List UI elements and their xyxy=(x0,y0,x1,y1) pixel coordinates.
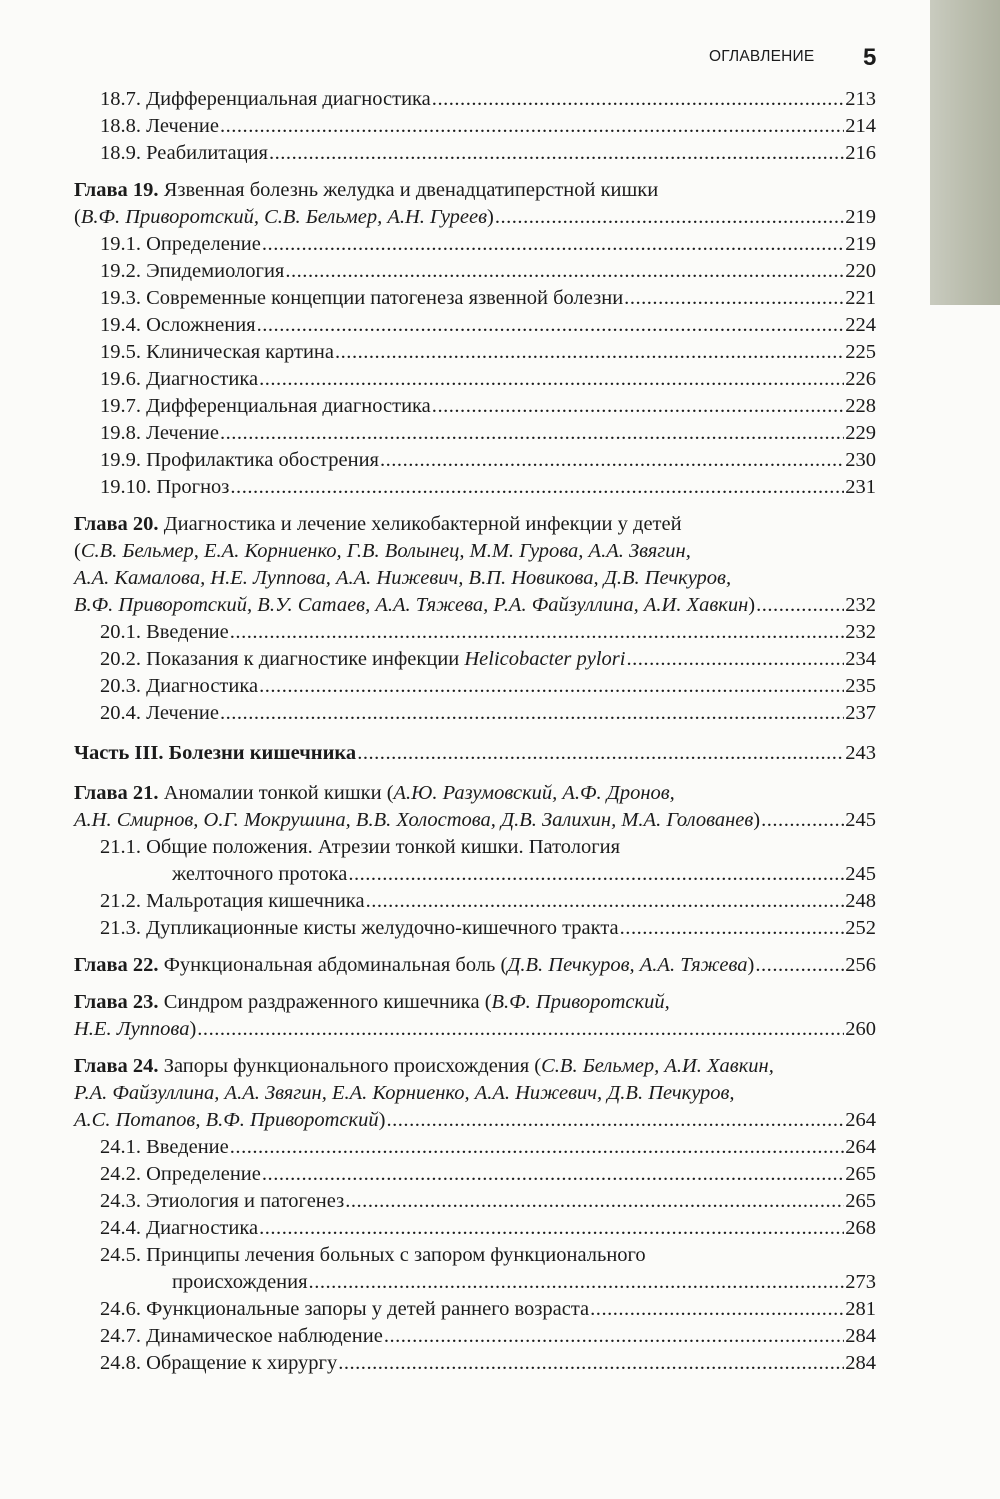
dot-leader xyxy=(755,952,844,979)
toc-page: 214 xyxy=(845,115,876,137)
toc-chapter-19[interactable]: Глава 19. Язвенная болезнь желудка и двенадцатиперстной кишки (В.Ф. Приворотский, С.В. Бельмер, А.Н. Гуреев) . . . 219 xyxy=(74,177,876,231)
toc-chapter-21[interactable]: Глава 21. Аномалии тонкой кишки (А.Ю. Разумовский, А.Ф. Дронов, А.Н. Смирнов, О.Г. Мокрушина, В.В. Холостова, Д.В. Залихин, М.А. Голованев) . . . 245 xyxy=(74,780,876,834)
dot-leader xyxy=(259,366,844,393)
toc-entry[interactable]: 24.1. Введение . . . 264 xyxy=(74,1134,876,1161)
toc-page: 252 xyxy=(845,917,876,939)
toc-entry[interactable]: 21.2. Мальротация кишечника . . . 248 xyxy=(74,888,876,915)
toc-page: 284 xyxy=(845,1352,876,1374)
toc-page: 229 xyxy=(845,422,876,444)
toc-entry[interactable]: 24.3. Этиология и патогенез . . . 265 xyxy=(74,1188,876,1215)
toc-page: 219 xyxy=(845,233,876,255)
toc-entry[interactable]: 24.5. Принципы лечения больных с запором функционального происхождения . . . 273 xyxy=(74,1242,876,1296)
toc-page: 231 xyxy=(845,476,876,498)
dot-leader xyxy=(366,888,845,915)
toc-page: 245 xyxy=(845,809,876,831)
toc-entry[interactable]: 21.1. Общие положения. Атрезии тонкой кишки. Патология желточного протока . . . 245 xyxy=(74,834,876,888)
dot-leader xyxy=(220,700,844,727)
dot-leader xyxy=(432,86,844,113)
dot-leader xyxy=(345,1188,844,1215)
toc-entry[interactable]: 19.7. Дифференциальная диагностика . . . 228 xyxy=(74,393,876,420)
toc-chapter-20[interactable]: Глава 20. Диагностика и лечение хеликобактерной инфекции у детей (С.В. Бельмер, Е.А. Корниенко, Г.В. Волынец, М.М. Гурова, А.А. Звягин, А.А. Камалова, Н.Е. Луппова, А.А. Нижевич, В.П. Новикова, Д.В. Печкуров, В.Ф. Приворотский, В.У. Сатаев, А.А. Тяжева, Р.А. Файзуллина, А.И. Хавкин) . . . 232 xyxy=(74,511,876,619)
toc-entry[interactable]: 19.1. Определение . . . 219 xyxy=(74,231,876,258)
toc-page: 220 xyxy=(845,260,876,282)
toc-entry[interactable]: 20.4. Лечение . . . 237 xyxy=(74,700,876,727)
dot-leader xyxy=(626,646,844,673)
dot-leader xyxy=(432,393,844,420)
dot-leader xyxy=(259,1215,844,1242)
dot-leader xyxy=(380,447,844,474)
dot-leader xyxy=(348,861,844,888)
toc-page: 230 xyxy=(845,449,876,471)
dot-leader xyxy=(384,1323,844,1350)
toc-entry[interactable]: 24.6. Функциональные запоры у детей раннего возраста . . . 281 xyxy=(74,1296,876,1323)
dot-leader xyxy=(761,807,844,834)
toc-part-3[interactable]: Часть III. Болезни кишечника . . . 243 xyxy=(74,740,876,767)
dot-leader xyxy=(756,592,844,619)
toc-entry[interactable]: 19.6. Диагностика . . . 226 xyxy=(74,366,876,393)
toc-page: 256 xyxy=(845,954,876,976)
running-title: ОГЛАВЛЕНИЕ xyxy=(709,48,815,65)
dot-leader xyxy=(259,673,844,700)
toc-chapter-22[interactable]: Глава 22. Функциональная абдоминальная боль (Д.В. Печкуров, А.А. Тяжева) . . . 256 xyxy=(74,952,876,979)
toc-entry[interactable]: 20.3. Диагностика . . . 235 xyxy=(74,673,876,700)
toc-entry[interactable]: 19.3. Современные концепции патогенеза язвенной болезни . . . 221 xyxy=(74,285,876,312)
toc-page: 248 xyxy=(845,890,876,912)
page-number: 5 xyxy=(863,44,877,71)
toc-page: 232 xyxy=(845,594,876,616)
dot-leader xyxy=(620,915,845,942)
toc-page: 234 xyxy=(845,648,876,670)
dot-leader xyxy=(220,420,844,447)
dot-leader xyxy=(257,312,845,339)
toc-page: 228 xyxy=(845,395,876,417)
toc-page: 265 xyxy=(845,1163,876,1185)
toc-page: 219 xyxy=(845,206,876,228)
dot-leader xyxy=(230,1134,844,1161)
toc-entry[interactable]: 20.1. Введение . . . 232 xyxy=(74,619,876,646)
dot-leader xyxy=(262,1161,844,1188)
dot-leader xyxy=(624,285,844,312)
toc-page: 221 xyxy=(845,287,876,309)
toc-entry[interactable]: 24.4. Диагностика . . . 268 xyxy=(74,1215,876,1242)
toc-entry[interactable]: 24.8. Обращение к хирургу . . . 284 xyxy=(74,1350,876,1377)
toc-chapter-23[interactable]: Глава 23. Синдром раздраженного кишечника (В.Ф. Приворотский, Н.Е. Луппова) . . . 260 xyxy=(74,989,876,1043)
toc-entry[interactable]: 19.10. Прогноз . . . 231 xyxy=(74,474,876,501)
toc-entry[interactable]: 18.7. Дифференциальная диагностика . . . 213 xyxy=(74,86,876,113)
toc-entry[interactable]: 20.2. Показания к диагностике инфекции Helicobacter pylori . . . 234 xyxy=(74,646,876,673)
toc-page: 235 xyxy=(845,675,876,697)
toc-page: 245 xyxy=(845,863,876,885)
toc-page: 216 xyxy=(845,142,876,164)
toc-page: 224 xyxy=(845,314,876,336)
toc-page: 237 xyxy=(845,702,876,724)
toc-page: 281 xyxy=(845,1298,876,1320)
toc-page: 225 xyxy=(845,341,876,363)
toc-page: 264 xyxy=(845,1109,876,1131)
toc-entry[interactable]: 19.4. Осложнения . . . 224 xyxy=(74,312,876,339)
toc-page: 243 xyxy=(845,742,876,764)
dot-leader xyxy=(495,204,844,231)
toc-entry[interactable]: 21.3. Дупликационные кисты желудочно-кишечного тракта . . . 252 xyxy=(74,915,876,942)
toc-page: 284 xyxy=(845,1325,876,1347)
dot-leader xyxy=(386,1107,844,1134)
table-of-contents xyxy=(74,86,876,1377)
dot-leader xyxy=(230,619,844,646)
toc-page: 265 xyxy=(845,1190,876,1212)
toc-page: 273 xyxy=(845,1271,876,1293)
dot-leader xyxy=(590,1296,844,1323)
toc-entry[interactable]: 19.2. Эпидемиология . . . 220 xyxy=(74,258,876,285)
toc-entry[interactable]: 19.8. Лечение . . . 229 xyxy=(74,420,876,447)
dot-leader xyxy=(262,231,844,258)
toc-page: 260 xyxy=(845,1018,876,1040)
dot-leader xyxy=(335,339,844,366)
dot-leader xyxy=(230,474,844,501)
toc-entry[interactable]: 19.5. Клиническая картина . . . 225 xyxy=(74,339,876,366)
toc-page: 232 xyxy=(845,621,876,643)
dot-leader xyxy=(197,1016,844,1043)
toc-entry[interactable]: 19.9. Профилактика обострения . . . 230 xyxy=(74,447,876,474)
toc-chapter-24[interactable]: Глава 24. Запоры функционального происхождения (С.В. Бельмер, А.И. Хавкин, Р.А. Файзуллина, А.А. Звягин, Е.А. Корниенко, А.А. Нижевич, Д.В. Печкуров, А.С. Потапов, В.Ф. Приворотский) . . . 264 xyxy=(74,1053,876,1134)
toc-entry[interactable]: 24.2. Определение . . . 265 xyxy=(74,1161,876,1188)
toc-entry[interactable]: 18.9. Реабилитация . . . 216 xyxy=(74,140,876,167)
toc-entry[interactable]: 24.7. Динамическое наблюдение . . . 284 xyxy=(74,1323,876,1350)
toc-page: 268 xyxy=(845,1217,876,1239)
dot-leader xyxy=(285,258,844,285)
toc-entry[interactable]: 18.8. Лечение . . . 214 xyxy=(74,113,876,140)
dot-leader xyxy=(357,740,844,767)
toc-page: 264 xyxy=(845,1136,876,1158)
toc-page: 226 xyxy=(845,368,876,390)
page-edge-shadow xyxy=(930,0,1000,305)
dot-leader xyxy=(309,1269,845,1296)
dot-leader xyxy=(220,113,844,140)
dot-leader xyxy=(338,1350,844,1377)
dot-leader xyxy=(269,140,844,167)
toc-page: 213 xyxy=(845,88,876,110)
